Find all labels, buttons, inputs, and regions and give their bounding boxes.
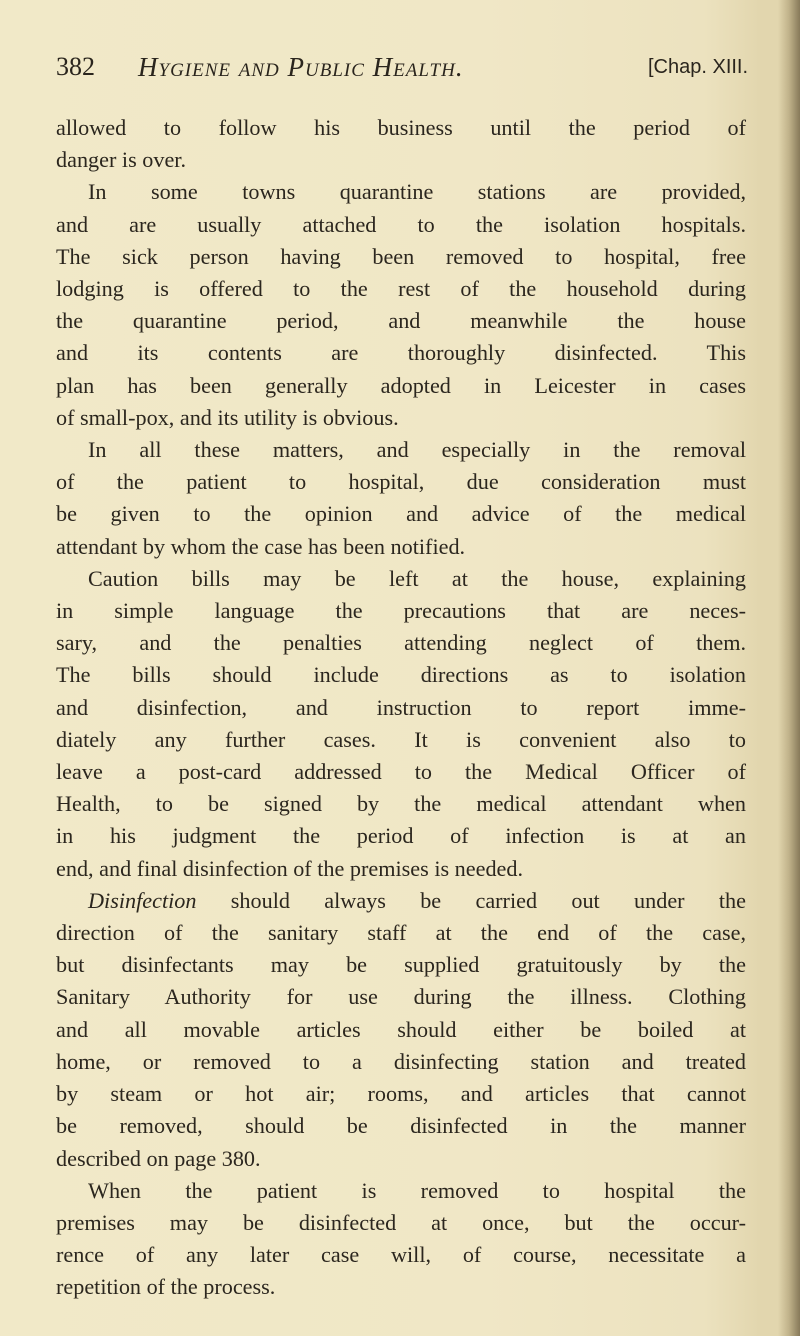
text-line: described on page 380.: [56, 1145, 261, 1171]
text-line: plan has been generally adopted in Leicester in cases: [56, 372, 746, 398]
text-line: diately any further cases. It is convenient also to: [56, 726, 746, 752]
text-line: and its contents are thoroughly disinfected. This: [56, 340, 746, 366]
paragraph-first-line: Caution bills may be left at the house, explaining: [88, 565, 746, 591]
text-line: of the patient to hospital, due consideration must: [56, 469, 746, 495]
text-line: The sick person having been removed to hospital, free: [56, 243, 746, 269]
paragraph-first-line: In some towns quarantine stations are provided,: [88, 179, 746, 205]
running-title: Hygiene and Public Health.: [138, 52, 464, 82]
body-text: [56, 112, 746, 1304]
text-line: and are usually attached to the isolation hospitals.: [56, 211, 746, 237]
text-line: by steam or hot air; rooms, and articles that cannot: [56, 1081, 746, 1107]
text-line: allowed to follow his business until the period of: [56, 115, 746, 140]
italic-term: Disinfection: [88, 887, 197, 913]
text-line: repetition of the process.: [56, 1274, 276, 1300]
text-line: but disinfectants may be supplied gratuitously by the: [56, 952, 746, 978]
text-line: end, and final disinfection of the premises is needed.: [56, 855, 524, 881]
text-line: direction of the sanitary staff at the end of the case,: [56, 920, 746, 946]
text-line: the quarantine period, and meanwhile the house: [56, 308, 746, 334]
paragraph-first-line: When the patient is removed to hospital the: [88, 1177, 746, 1203]
paragraph-first-line: [56, 885, 746, 917]
text-line: rence of any later case will, of course, necessitate a: [56, 1242, 746, 1268]
text-line: danger is over.: [56, 147, 187, 173]
text-span: should always be carried out under the: [196, 887, 746, 913]
running-header: [56, 52, 776, 92]
text-line: leave a post-card addressed to the Medical Officer of: [56, 759, 746, 785]
text-line: and disinfection, and instruction to report imme-: [56, 694, 746, 720]
text-line: be given to the opinion and advice of the medical: [56, 501, 746, 527]
text-line: sary, and the penalties attending neglect of them.: [56, 630, 746, 656]
text-line: premises may be disinfected at once, but the occur-: [56, 1209, 746, 1235]
chapter-reference: [Chap. XIII.: [648, 56, 749, 78]
text-line: be removed, should be disinfected in the manner: [56, 1113, 746, 1139]
text-line: home, or removed to a disinfecting station and treated: [56, 1048, 746, 1074]
text-line: Sanitary Authority for use during the illness. Clothing: [56, 984, 746, 1010]
text-line: in simple language the precautions that are neces-: [56, 598, 746, 624]
text-line: and all movable articles should either be boiled at: [56, 1016, 746, 1042]
text-line: Health, to be signed by the medical attendant when: [56, 791, 746, 817]
paragraph-first-line: In all these matters, and especially in the removal: [88, 437, 746, 463]
page-edge-shadow: [778, 0, 800, 1336]
text-line: of small-pox, and its utility is obvious.: [56, 404, 399, 430]
text-line: attendant by whom the case has been notified.: [56, 533, 466, 559]
text-line: in his judgment the period of infection is at an: [56, 823, 746, 849]
text-line: The bills should include directions as to isolation: [56, 662, 746, 688]
text-line: lodging is offered to the rest of the household during: [56, 276, 746, 302]
page-number: 382: [56, 52, 95, 81]
